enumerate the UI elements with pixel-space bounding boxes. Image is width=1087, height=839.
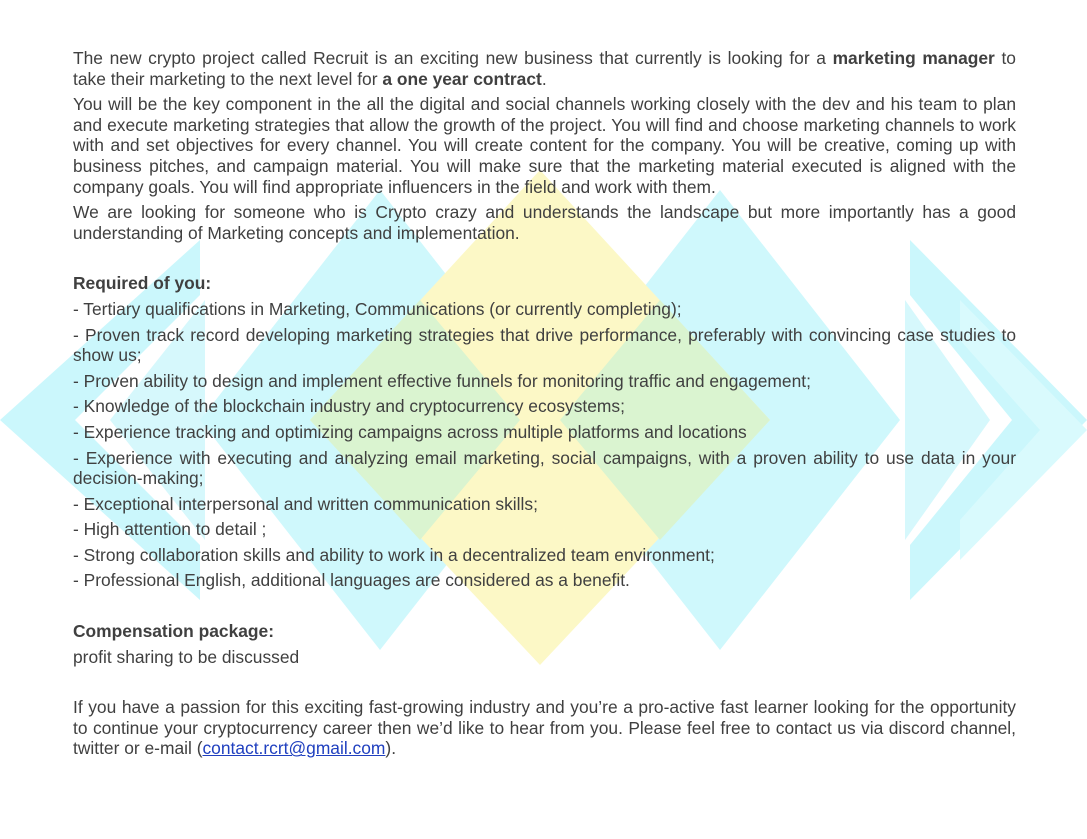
closing-text-end: ).: [385, 738, 397, 759]
list-item: - Experience with executing and analyzing email marketing, social campaigns, with a proven ability to use data in your decision-making;: [73, 447, 1016, 489]
intro-paragraph-2: You will be the key component in the all the digital and social channels working closely with the dev and his team to plan and execute marketing strategies that allow the growth of the project. You will find and choose marketing channels to work with and set objectives for every channel. You will create content for the company. You will be creative, coming up with business pitches, and campaign material. You will make sure that the marketing material executed is aligned with the company goals. You will find appropriate influencers in the field and work with them.: [73, 94, 1016, 197]
intro-text-1: The new crypto project called Recruit is an exciting new business that currently is looking for a: [73, 48, 833, 68]
list-item: - High attention to detail ;: [73, 519, 267, 540]
requirements-list: [73, 299, 1016, 591]
intro-text-2: to take their marketing to the next level for: [73, 48, 1016, 89]
list-item: - Exceptional interpersonal and written communication skills;: [73, 493, 538, 514]
compensation-text: profit sharing to be discussed: [73, 646, 300, 667]
intro-text-3: .: [541, 68, 547, 89]
intro-paragraph-3: We are looking for someone who is Crypto crazy and understands the landscape but more importantly has a good understanding of Marketing concepts and implementation.: [73, 202, 1016, 243]
email-link[interactable]: contact.rcrt@gmail.com: [202, 738, 386, 759]
list-item: - Experience tracking and optimizing campaigns across multiple platforms and locations: [73, 421, 747, 442]
closing-text: If you have a passion for this exciting fast-growing industry and you’re a pro-active fast learner looking for the opportunity to continue your cryptocurrency career then we’d like to hear from you. Please feel free to contact us via discord channel, twitter or e-mail (: [73, 697, 1016, 759]
contract-length: a one year contract: [382, 68, 542, 89]
list-item: - Knowledge of the blockchain industry and cryptocurrency ecosystems;: [73, 396, 625, 417]
compensation-heading: Compensation package:: [73, 621, 275, 642]
intro-paragraph-1: [73, 48, 1016, 89]
list-item: - Professional English, additional languages are considered as a benefit.: [73, 570, 630, 591]
list-item: - Proven ability to design and implement effective funnels for monitoring traffic and engagement;: [73, 370, 811, 391]
closing-paragraph: [73, 697, 1016, 759]
requirements-heading: Required of you:: [73, 273, 212, 294]
list-item: - Strong collaboration skills and ability to work in a decentralized team environment;: [73, 544, 715, 565]
list-item: - Proven track record developing marketing strategies that drive performance, preferably with convincing case studies to show us;: [73, 324, 1016, 366]
role-title: marketing manager: [832, 48, 995, 68]
job-posting-document: [73, 48, 1016, 759]
list-item: - Tertiary qualifications in Marketing, Communications (or currently completing);: [73, 298, 682, 319]
